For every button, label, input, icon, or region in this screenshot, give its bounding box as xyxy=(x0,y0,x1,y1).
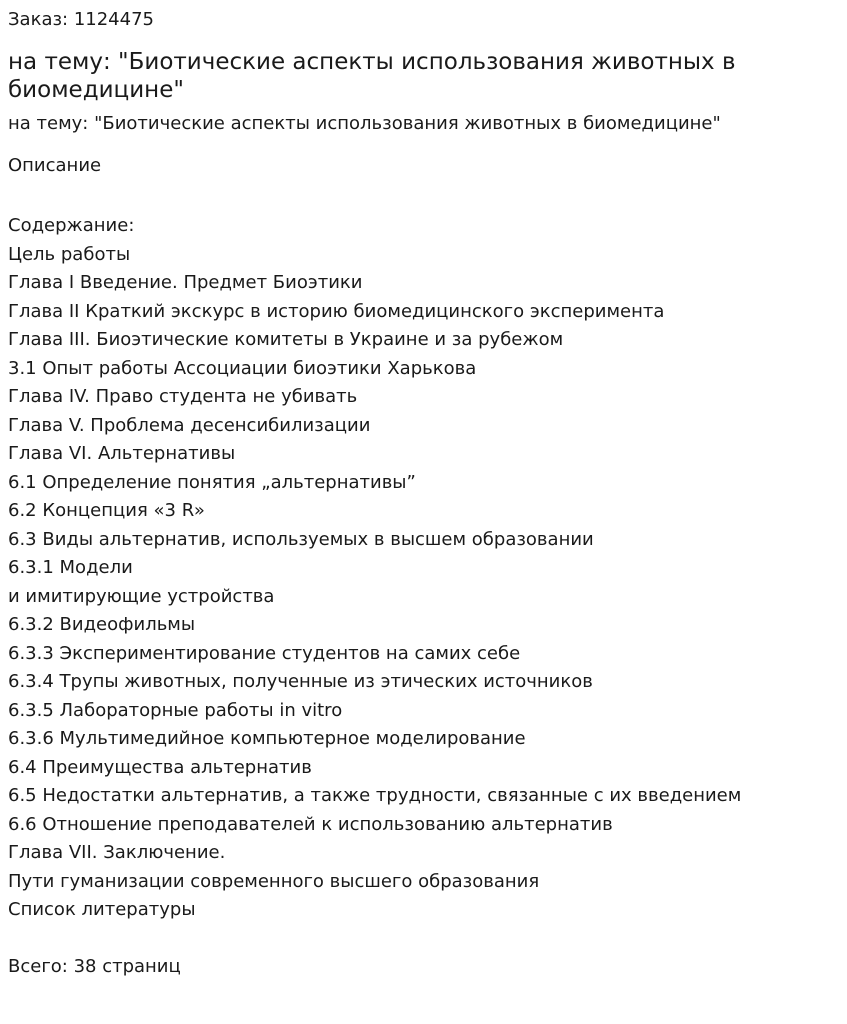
contents-item: 6.1 Определение понятия „альтернативы” xyxy=(8,471,416,493)
description-label: Описание xyxy=(8,155,102,176)
contents-item: Глава VII. Заключение. xyxy=(8,842,226,863)
contents-item: 6.6 Отношение преподавателей к использованию альтернатив xyxy=(8,813,613,835)
contents-item: 6.4 Преимущества альтернатив xyxy=(8,756,312,778)
total-pages: Всего: 38 страниц xyxy=(8,956,181,977)
contents-item: 3.1 Опыт работы Ассоциации биоэтики Харькова xyxy=(8,357,477,379)
contents-item: Глава II Краткий экскурс в историю биомедицинского эксперимента xyxy=(8,300,665,322)
contents-item: Глава VI. Альтернативы xyxy=(8,443,236,464)
contents-list xyxy=(8,241,847,925)
contents-item: Цель работы xyxy=(8,243,131,265)
order-number: Заказ: 1124475 xyxy=(8,9,154,30)
contents-item: 6.3 Виды альтернатив, используемых в высшем образовании xyxy=(8,528,594,550)
contents-item: 6.3.3 Экспериментирование студентов на самих себе xyxy=(8,642,521,664)
contents-item: Глава I Введение. Предмет Биоэтики xyxy=(8,272,363,293)
contents-item: 6.2 Концепция «3 R» xyxy=(8,500,205,521)
document-title: на тему: "Биотические аспекты использования животных в биомедицине" xyxy=(8,49,736,103)
contents-item: Глава V. Проблема десенсибилизации xyxy=(8,414,371,436)
contents-item: Глава IV. Право студента не убивать xyxy=(8,386,358,407)
contents-item: Список литературы xyxy=(8,899,196,920)
contents-item: Пути гуманизации современного высшего образования xyxy=(8,870,540,892)
contents-item: 6.5 Недостатки альтернатив, а также трудности, связанные с их введением xyxy=(8,785,742,806)
document-subtitle: на тему: "Биотические аспекты использования животных в биомедицине" xyxy=(8,113,721,134)
contents-item: Глава III. Биоэтические комитеты в Украине и за рубежом xyxy=(8,329,564,350)
contents-item: 6.3.4 Трупы животных, полученные из этических источников xyxy=(8,671,593,692)
contents-item: и имитирующие устройства xyxy=(8,585,275,607)
contents-item: 6.3.1 Модели xyxy=(8,557,133,578)
contents-item: 6.3.2 Видеофильмы xyxy=(8,614,196,635)
contents-item: 6.3.5 Лабораторные работы in vitro xyxy=(8,699,343,721)
contents-item: 6.3.6 Мультимедийное компьютерное моделирование xyxy=(8,728,526,749)
contents-heading: Содержание: xyxy=(8,215,135,236)
